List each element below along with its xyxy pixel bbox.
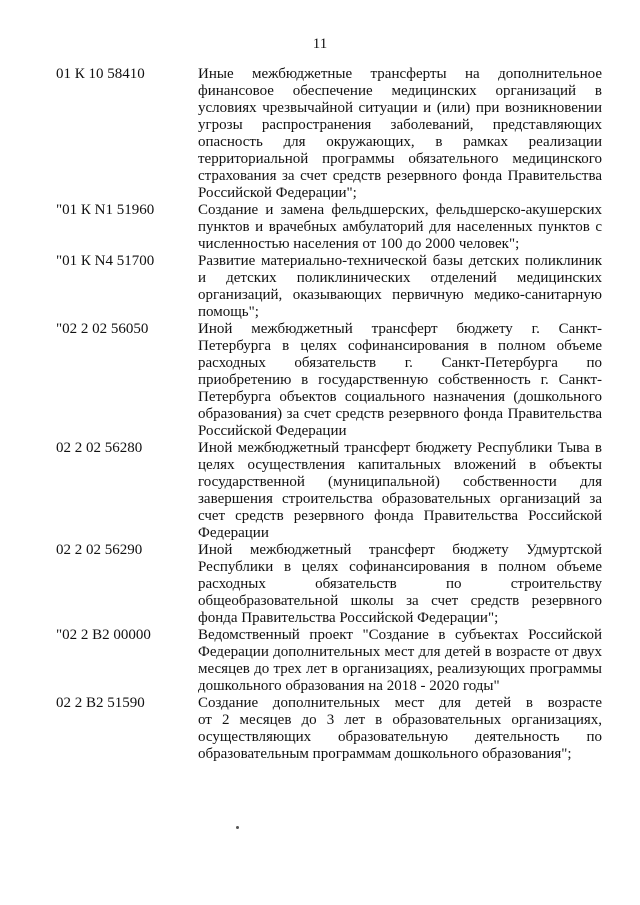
description-line: опасность для окружающих, в рамках реализации (198, 134, 602, 150)
description-line: условиях чрезвычайной ситуации и (или) при возникновении (198, 100, 602, 116)
budget-code: "02 2 В2 00000 (56, 627, 151, 643)
budget-code-list (56, 66, 602, 763)
description-line: государственной (муниципальной) собственности для (198, 474, 602, 490)
description-line: образования) за счет средств резервного фонда Правительства (198, 406, 602, 422)
description-line: Федерации дополнительных мест для детей в возрасте от двух (198, 644, 602, 660)
description-line: образовательным программам дошкольного образования"; (198, 746, 572, 762)
description-line: Республики в целях софинансирования в полном объеме (198, 559, 602, 575)
budget-code: "01 К N4 51700 (56, 253, 155, 269)
description-line: Создание и замена фельдшерских, фельдшерско-акушерских (198, 202, 602, 218)
description-line: помощь"; (198, 304, 259, 320)
description-line: Петербурга объектов социального назначения (дошкольного (198, 389, 602, 405)
description-line: финансовое обеспечение медицинских организаций в (198, 83, 602, 99)
budget-description (198, 66, 602, 202)
list-item (56, 321, 602, 440)
description-line: Петербурга в целях софинансирования в полном объеме (198, 338, 602, 354)
budget-description (198, 627, 602, 695)
scan-speck (236, 826, 239, 829)
page-number: 11 (312, 36, 328, 52)
description-line: Российской Федерации (198, 423, 347, 439)
budget-code: 02 2 02 56290 (56, 542, 143, 558)
list-item (56, 542, 602, 627)
budget-code: "02 2 02 56050 (56, 321, 149, 337)
budget-description (198, 202, 602, 253)
description-line: Развитие материально-технической базы детских поликлиник (198, 253, 602, 269)
description-line: счет средств резервного фонда Правительства Российской (198, 508, 602, 524)
description-line: общеобразовательной школы за счет средств резервного (198, 593, 602, 609)
budget-code: 01 К 10 58410 (56, 66, 145, 82)
budget-code: 02 2 02 56280 (56, 440, 143, 456)
list-item (56, 695, 602, 763)
budget-description (198, 440, 602, 542)
list-item (56, 440, 602, 542)
budget-description (198, 695, 602, 763)
description-line: и детских поликлинических отделений медицинских (198, 270, 602, 286)
description-line: дошкольного образования на 2018 - 2020 годы" (198, 678, 500, 694)
description-line: Иной межбюджетный трансферт бюджету Республики Тыва в (198, 440, 602, 456)
description-line: страхования за счет средств резервного фонда Правительства (198, 168, 602, 184)
description-line: целях осуществления капитальных вложений в объекты (198, 457, 602, 473)
list-item (56, 202, 602, 253)
list-item (56, 253, 602, 321)
description-line: Российской Федерации"; (198, 185, 357, 201)
description-line: угрозы распространения заболеваний, представляющих (198, 117, 602, 133)
description-line: фонда Правительства Российской Федерации"; (198, 610, 499, 626)
description-line: расходных обязательств по строительству (198, 576, 602, 592)
description-line: расходных обязательств г. Санкт-Петербурга по (198, 355, 602, 371)
description-line: организаций, оказывающих первичную медико-санитарную (198, 287, 602, 303)
description-line: Федерации (198, 525, 269, 541)
budget-description (198, 542, 602, 627)
description-line: приобретению в государственную собственность г. Санкт- (198, 372, 602, 388)
description-line: Иной межбюджетный трансферт бюджету г. Санкт- (198, 321, 602, 337)
description-line: от 2 месяцев до 3 лет в образовательных организациях, (198, 712, 602, 728)
description-line: Иной межбюджетный трансферт бюджету Удмуртской (198, 542, 602, 558)
description-line: территориальной программы обязательного медицинского (198, 151, 602, 167)
list-item (56, 66, 602, 202)
list-item (56, 627, 602, 695)
description-line: завершения строительства образовательных организаций за (198, 491, 602, 507)
description-line: пунктов и врачебных амбулаторий для населенных пунктов с (198, 219, 602, 235)
description-line: Иные межбюджетные трансферты на дополнительное (198, 66, 602, 82)
budget-code: "01 К N1 51960 (56, 202, 155, 218)
description-line: Создание дополнительных мест для детей в возрасте (198, 695, 602, 711)
budget-description (198, 321, 602, 440)
description-line: Ведомственный проект "Создание в субъектах Российской (198, 627, 602, 643)
description-line: численностью населения от 100 до 2000 человек"; (198, 236, 520, 252)
budget-code: 02 2 В2 51590 (56, 695, 145, 711)
description-line: осуществляющих образовательную деятельность по (198, 729, 602, 745)
budget-description (198, 253, 602, 321)
description-line: месяцев до трех лет в организациях, реализующих программы (198, 661, 602, 677)
